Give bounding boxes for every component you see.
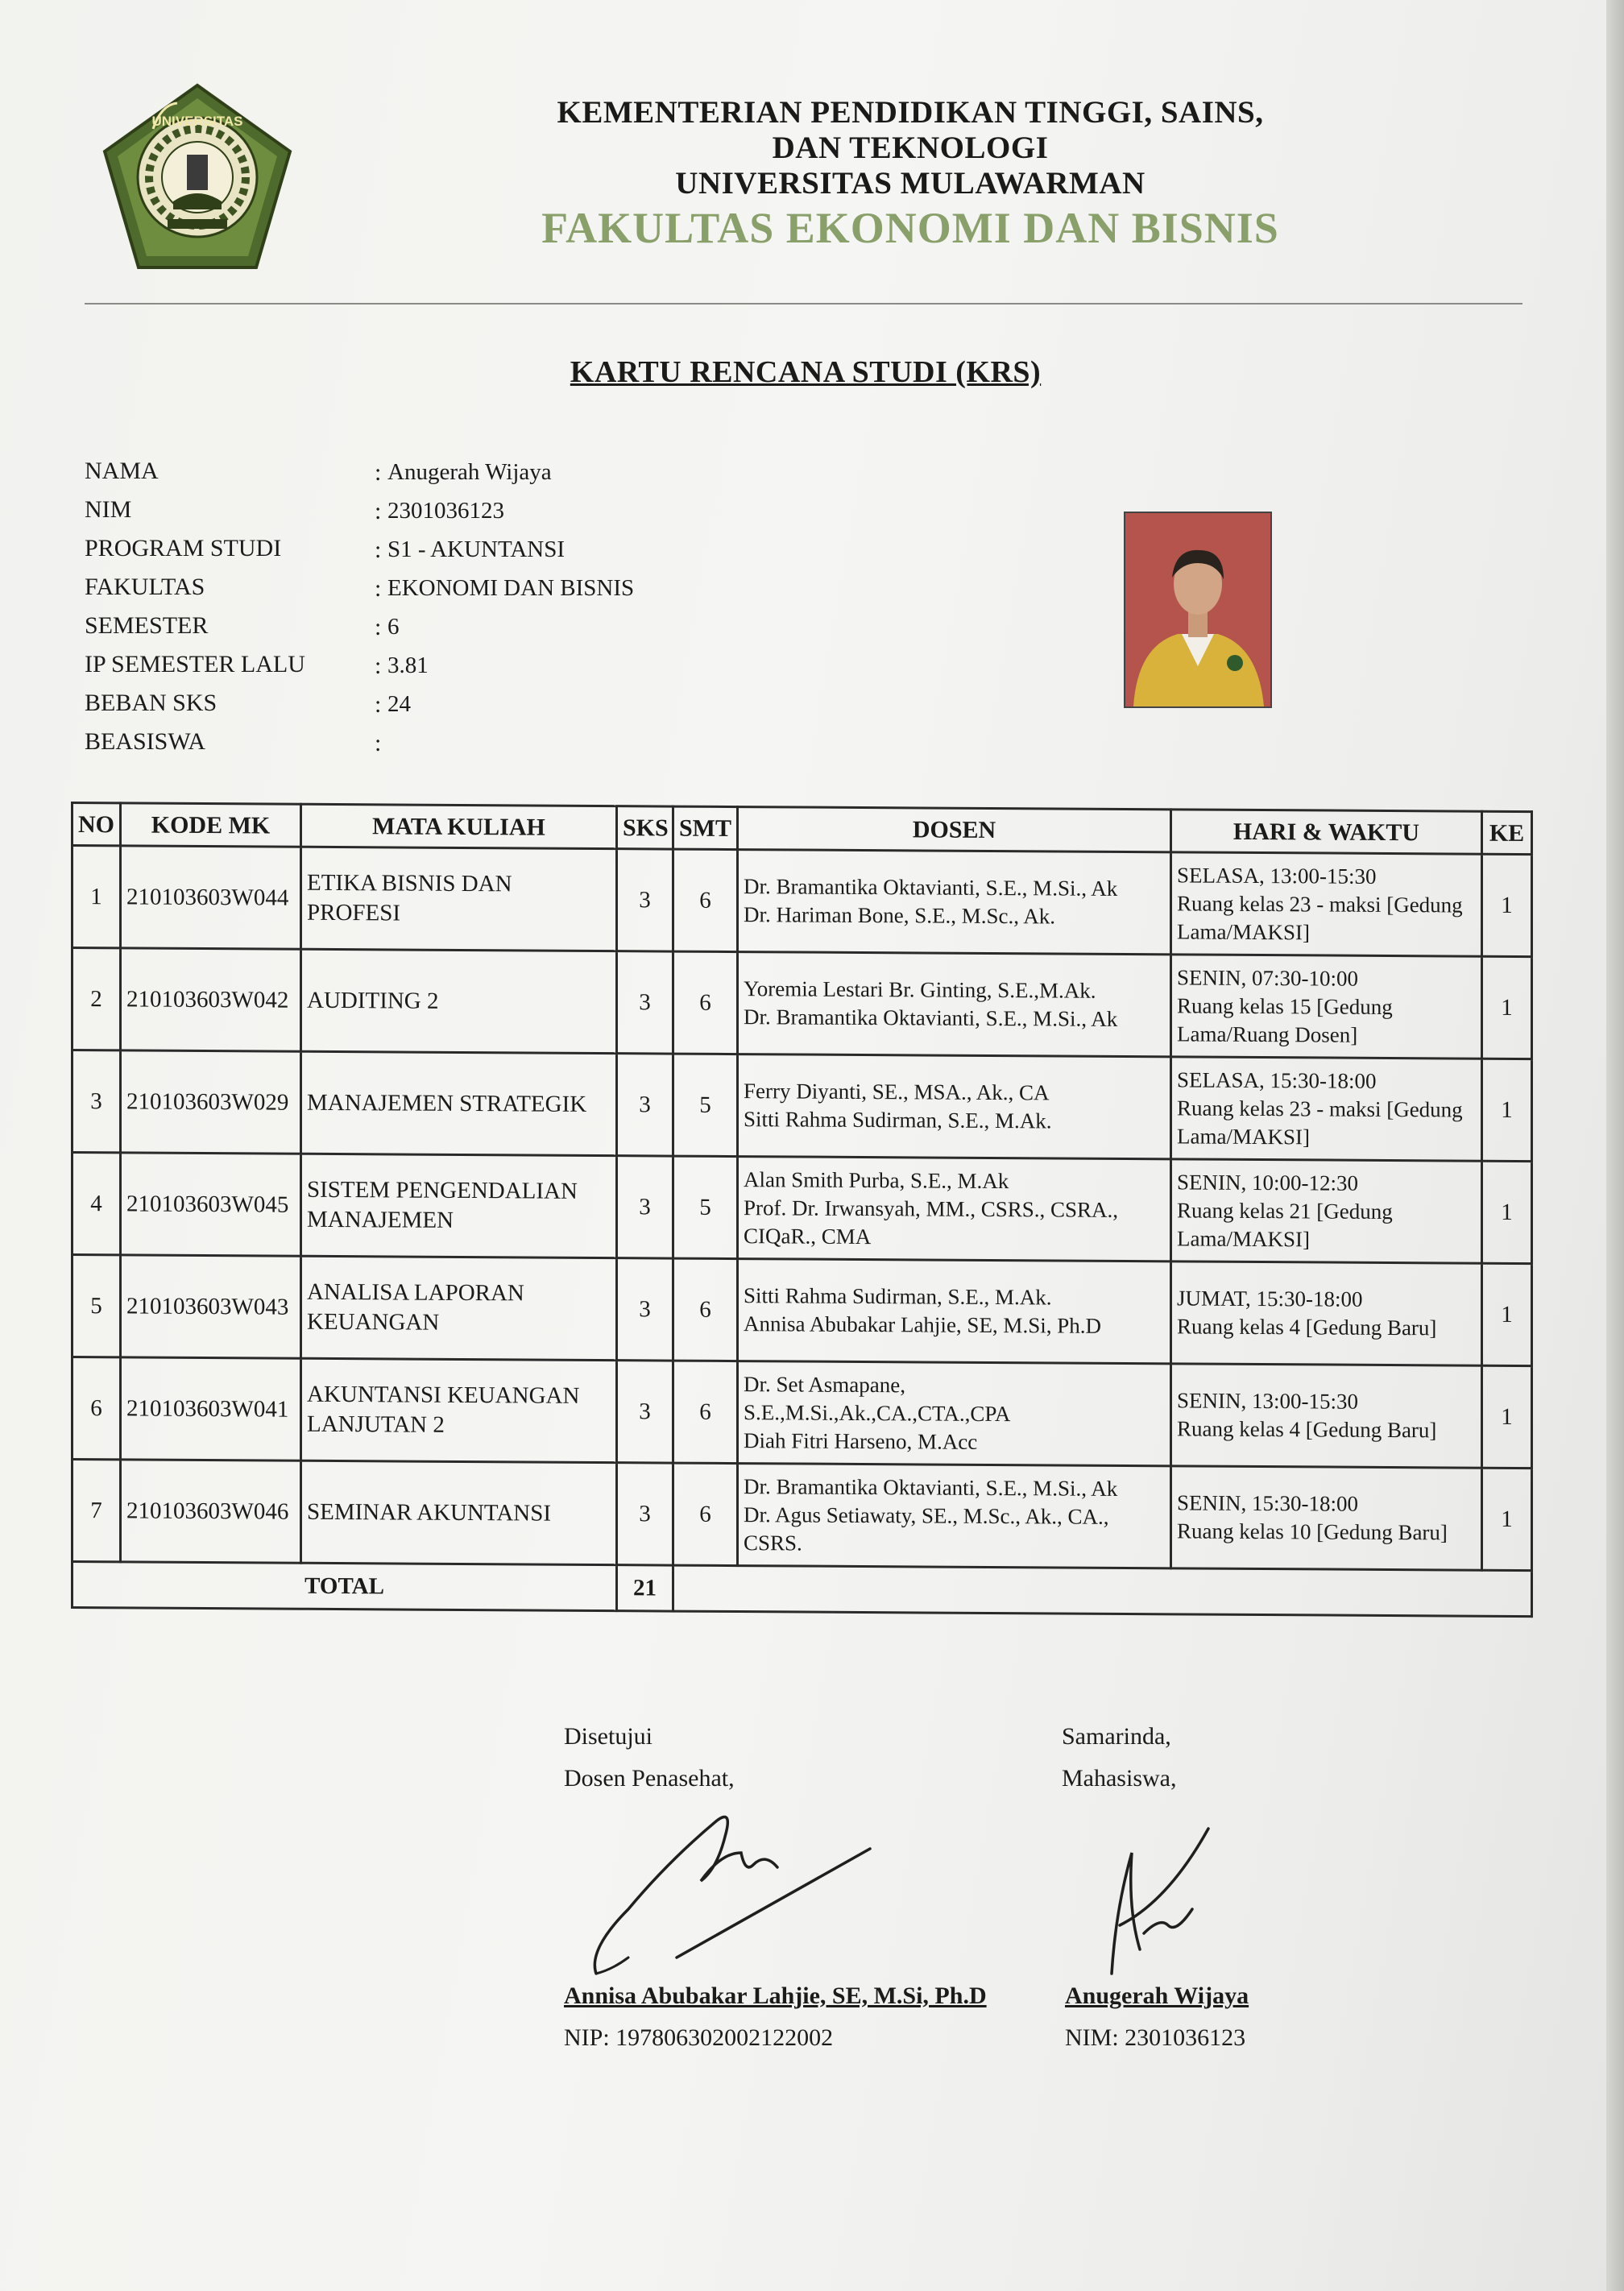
cell-matakuliah: ETIKA BISNIS DAN PROFESI [301,847,617,951]
table-row [72,1357,1532,1469]
cell-no: 4 [72,1153,121,1255]
dosen-name: Dr. Agus Setiawaty, SE., M.Sc., Ak., CA., CSRS. [744,1502,1109,1556]
cell-ke: 1 [1482,1058,1532,1161]
document-header [451,95,1369,255]
info-colon: : [375,614,382,640]
cell-dosen [738,1054,1171,1159]
advisor-block [564,1975,987,2059]
waktu-room: Ruang kelas 23 - maksi [Gedung Lama/MAKSI] [1177,1095,1463,1149]
cell-smt: 6 [673,1258,738,1361]
cell-ke: 1 [1482,1161,1532,1263]
student-approval [1062,1716,1176,1800]
cell-kode: 210103603W046 [121,1460,301,1563]
dosen-name: Dr. Hariman Bone, S.E., M.Sc., Ak. [744,902,1055,929]
student-photo [1124,512,1272,708]
logo-text: UNIVERSITAS [151,114,243,129]
info-value: 3.81 [387,652,429,678]
student-signature [1096,1821,1224,1982]
info-colon: : [375,730,382,756]
cell-waktu [1171,1262,1482,1365]
cell-waktu [1171,955,1482,1058]
cell-no: 6 [72,1357,121,1460]
waktu-day: SENIN, 13:00-15:30 [1177,1388,1358,1414]
dosen-name: Yoremia Lestari Br. Ginting, S.E.,M.Ak. [744,976,1096,1003]
waktu-room: Ruang kelas 23 - maksi [Gedung Lama/MAKSI] [1177,890,1463,944]
ministry-line-1: KEMENTERIAN PENDIDIKAN TINGGI, SAINS, [557,95,1264,130]
table-total-row [72,1562,1532,1617]
table-row [72,1460,1532,1571]
cell-kode: 210103603W041 [121,1357,301,1460]
student-nim: NIM: 2301036123 [1065,2024,1246,2051]
cell-matakuliah: AUDITING 2 [301,949,617,1053]
cell-matakuliah: MANAJEMEN STRATEGIK [301,1051,617,1155]
ministry-line-2: DAN TEKNOLOGI [772,130,1049,165]
waktu-day: SENIN, 15:30-18:00 [1177,1490,1358,1516]
cell-sks: 3 [617,1361,673,1463]
student-name: Anugerah Wijaya [1065,1982,1249,2009]
total-empty-cell [673,1565,1532,1617]
cell-smt: 5 [673,1054,738,1156]
waktu-day: SELASA, 15:30-18:00 [1177,1067,1377,1093]
col-header-no: NO [72,803,121,846]
cell-kode: 210103603W043 [121,1255,301,1358]
university-name: UNIVERSITAS MULAWARMAN [675,166,1146,201]
dosen-name: Dr. Set Asmapane, S.E.,M.Si.,Ak.,CA.,CTA.,CPA [744,1371,1011,1426]
cell-matakuliah: SISTEM PENGENDALIAN MANAJEMEN [301,1154,617,1257]
dosen-name: Ferry Diyanti, SE., MSA., Ak., CA [744,1079,1050,1105]
dosen-name: Prof. Dr. Irwansyah, MM., CSRS., CSRA., CIQaR., CMA [744,1195,1119,1249]
faculty-name: FAKULTAS EKONOMI DAN BISNIS [541,204,1279,252]
info-label: SEMESTER [85,612,209,639]
cell-sks: 3 [617,1156,673,1258]
cell-no: 5 [72,1255,121,1357]
advisor-role: Dosen Penasehat, [564,1765,735,1792]
cell-dosen [738,1361,1171,1466]
cell-waktu [1171,1057,1482,1161]
cell-smt: 5 [673,1156,738,1258]
dosen-name: Alan Smith Purba, S.E., M.Ak [744,1166,1009,1193]
advisor-signature [580,1804,886,1982]
waktu-room: Ruang kelas 4 [Gedung Baru] [1177,1416,1437,1443]
cell-ke: 1 [1482,1365,1532,1468]
krs-table [71,802,1533,1618]
header-divider [85,303,1522,304]
col-header-dosen: DOSEN [738,807,1171,852]
approval-label: Disetujui [564,1723,652,1750]
waktu-day: JUMAT, 15:30-18:00 [1177,1286,1363,1311]
cell-ke: 1 [1482,1263,1532,1365]
total-sks: 21 [617,1565,673,1611]
cell-kode: 210103603W029 [121,1050,301,1154]
info-value: 24 [387,691,411,717]
cell-matakuliah: AKUNTANSI KEUANGAN LANJUTAN 2 [301,1358,617,1462]
cell-matakuliah: ANALISA LAPORAN KEUANGAN [301,1256,617,1360]
cell-kode: 210103603W042 [121,948,301,1051]
cell-sks: 3 [617,1463,673,1565]
cell-dosen [738,952,1171,1057]
info-colon: : [375,536,382,563]
info-value: 2301036123 [387,498,504,524]
cell-waktu [1171,1159,1482,1263]
document-title: KARTU RENCANA STUDI (KRS) [570,355,1042,389]
dosen-name: Sitti Rahma Sudirman, S.E., M.Ak. [744,1283,1052,1310]
cell-dosen [738,1464,1171,1568]
cell-kode: 210103603W044 [121,846,301,949]
table-row [72,948,1532,1059]
info-value: 6 [387,614,400,640]
cell-waktu [1171,1466,1482,1570]
table-row [72,846,1532,957]
cell-kode: 210103603W045 [121,1153,301,1256]
col-header-sks: SKS [617,806,673,849]
cell-ke: 1 [1482,956,1532,1058]
col-header-smt: SMT [673,806,738,849]
waktu-room: Ruang kelas 15 [Gedung Lama/Ruang Dosen] [1177,992,1393,1047]
cell-smt: 6 [673,1463,738,1565]
info-value: EKONOMI DAN BISNIS [387,575,635,601]
dosen-name: Diah Fitri Harseno, M.Acc [744,1427,978,1454]
info-label: PROGRAM STUDI [85,535,282,561]
waktu-room: Ruang kelas 4 [Gedung Baru] [1177,1314,1437,1340]
col-header-waktu: HARI & WAKTU [1171,810,1482,854]
cell-sks: 3 [617,951,673,1054]
col-header-kode: KODE MK [121,803,301,847]
cell-no: 1 [72,846,121,948]
cell-dosen [738,1259,1171,1364]
info-label: BEBAN SKS [85,690,218,716]
info-colon: : [375,691,382,718]
cell-dosen [738,1157,1171,1262]
col-header-ke: KE [1482,811,1532,854]
waktu-day: SELASA, 13:00-15:30 [1177,862,1377,889]
table-row [72,1050,1532,1162]
student-role: Mahasiswa, [1062,1765,1177,1792]
waktu-day: SENIN, 10:00-12:30 [1177,1169,1358,1195]
paper-edge [1606,0,1624,2291]
waktu-room: Ruang kelas 10 [Gedung Baru] [1177,1518,1448,1545]
advisor-approval [564,1716,735,1800]
cell-no: 2 [72,948,121,1050]
cell-matakuliah: SEMINAR AKUNTANSI [301,1460,617,1564]
cell-sks: 3 [617,1258,673,1361]
col-header-matakuliah: MATA KULIAH [301,804,617,848]
info-label: BEASISWA [85,728,206,755]
cell-sks: 3 [617,849,673,951]
waktu-day: SENIN, 07:30-10:00 [1177,964,1358,991]
advisor-name: Annisa Abubakar Lahjie, SE, M.Si, Ph.D [564,1982,987,2009]
info-colon: : [375,459,382,486]
dosen-name: Annisa Abubakar Lahjie, SE, M.Si, Ph.D [744,1311,1101,1338]
cell-dosen [738,850,1171,955]
dosen-name: Dr. Bramantika Oktavianti, S.E., M.Si., Ak [744,874,1118,901]
cell-ke: 1 [1482,1468,1532,1570]
waktu-room: Ruang kelas 21 [Gedung Lama/MAKSI] [1177,1197,1393,1251]
student-block [1065,1975,1249,2059]
cell-smt: 6 [673,849,738,951]
cell-sks: 3 [617,1054,673,1156]
info-label: FAKULTAS [85,574,205,600]
cell-smt: 6 [673,1361,738,1463]
cell-ke: 1 [1482,854,1532,956]
advisor-nip: NIP: 197806302002122002 [564,2024,834,2051]
info-colon: : [375,575,382,602]
info-label: NIM [85,496,132,523]
cell-waktu [1171,1364,1482,1468]
info-colon: : [375,652,382,679]
university-logo [97,81,298,274]
info-value: S1 - AKUNTANSI [387,536,566,562]
total-label: TOTAL [72,1562,617,1611]
info-colon: : [375,498,382,524]
info-label: IP SEMESTER LALU [85,651,305,677]
place-label: Samarinda, [1062,1723,1171,1750]
cell-no: 7 [72,1460,121,1562]
dosen-name: Dr. Bramantika Oktavianti, S.E., M.Si., Ak [744,1005,1118,1031]
cell-waktu [1171,852,1482,956]
dosen-name: Sitti Rahma Sudirman, S.E., M.Ak. [744,1107,1052,1133]
table-row [72,1153,1532,1264]
info-label: NAMA [85,458,159,484]
dosen-name: Dr. Bramantika Oktavianti, S.E., M.Si., Ak [744,1473,1118,1501]
cell-smt: 6 [673,951,738,1054]
info-value: Anugerah Wijaya [387,459,552,485]
cell-no: 3 [72,1050,121,1153]
table-row [72,1255,1532,1366]
